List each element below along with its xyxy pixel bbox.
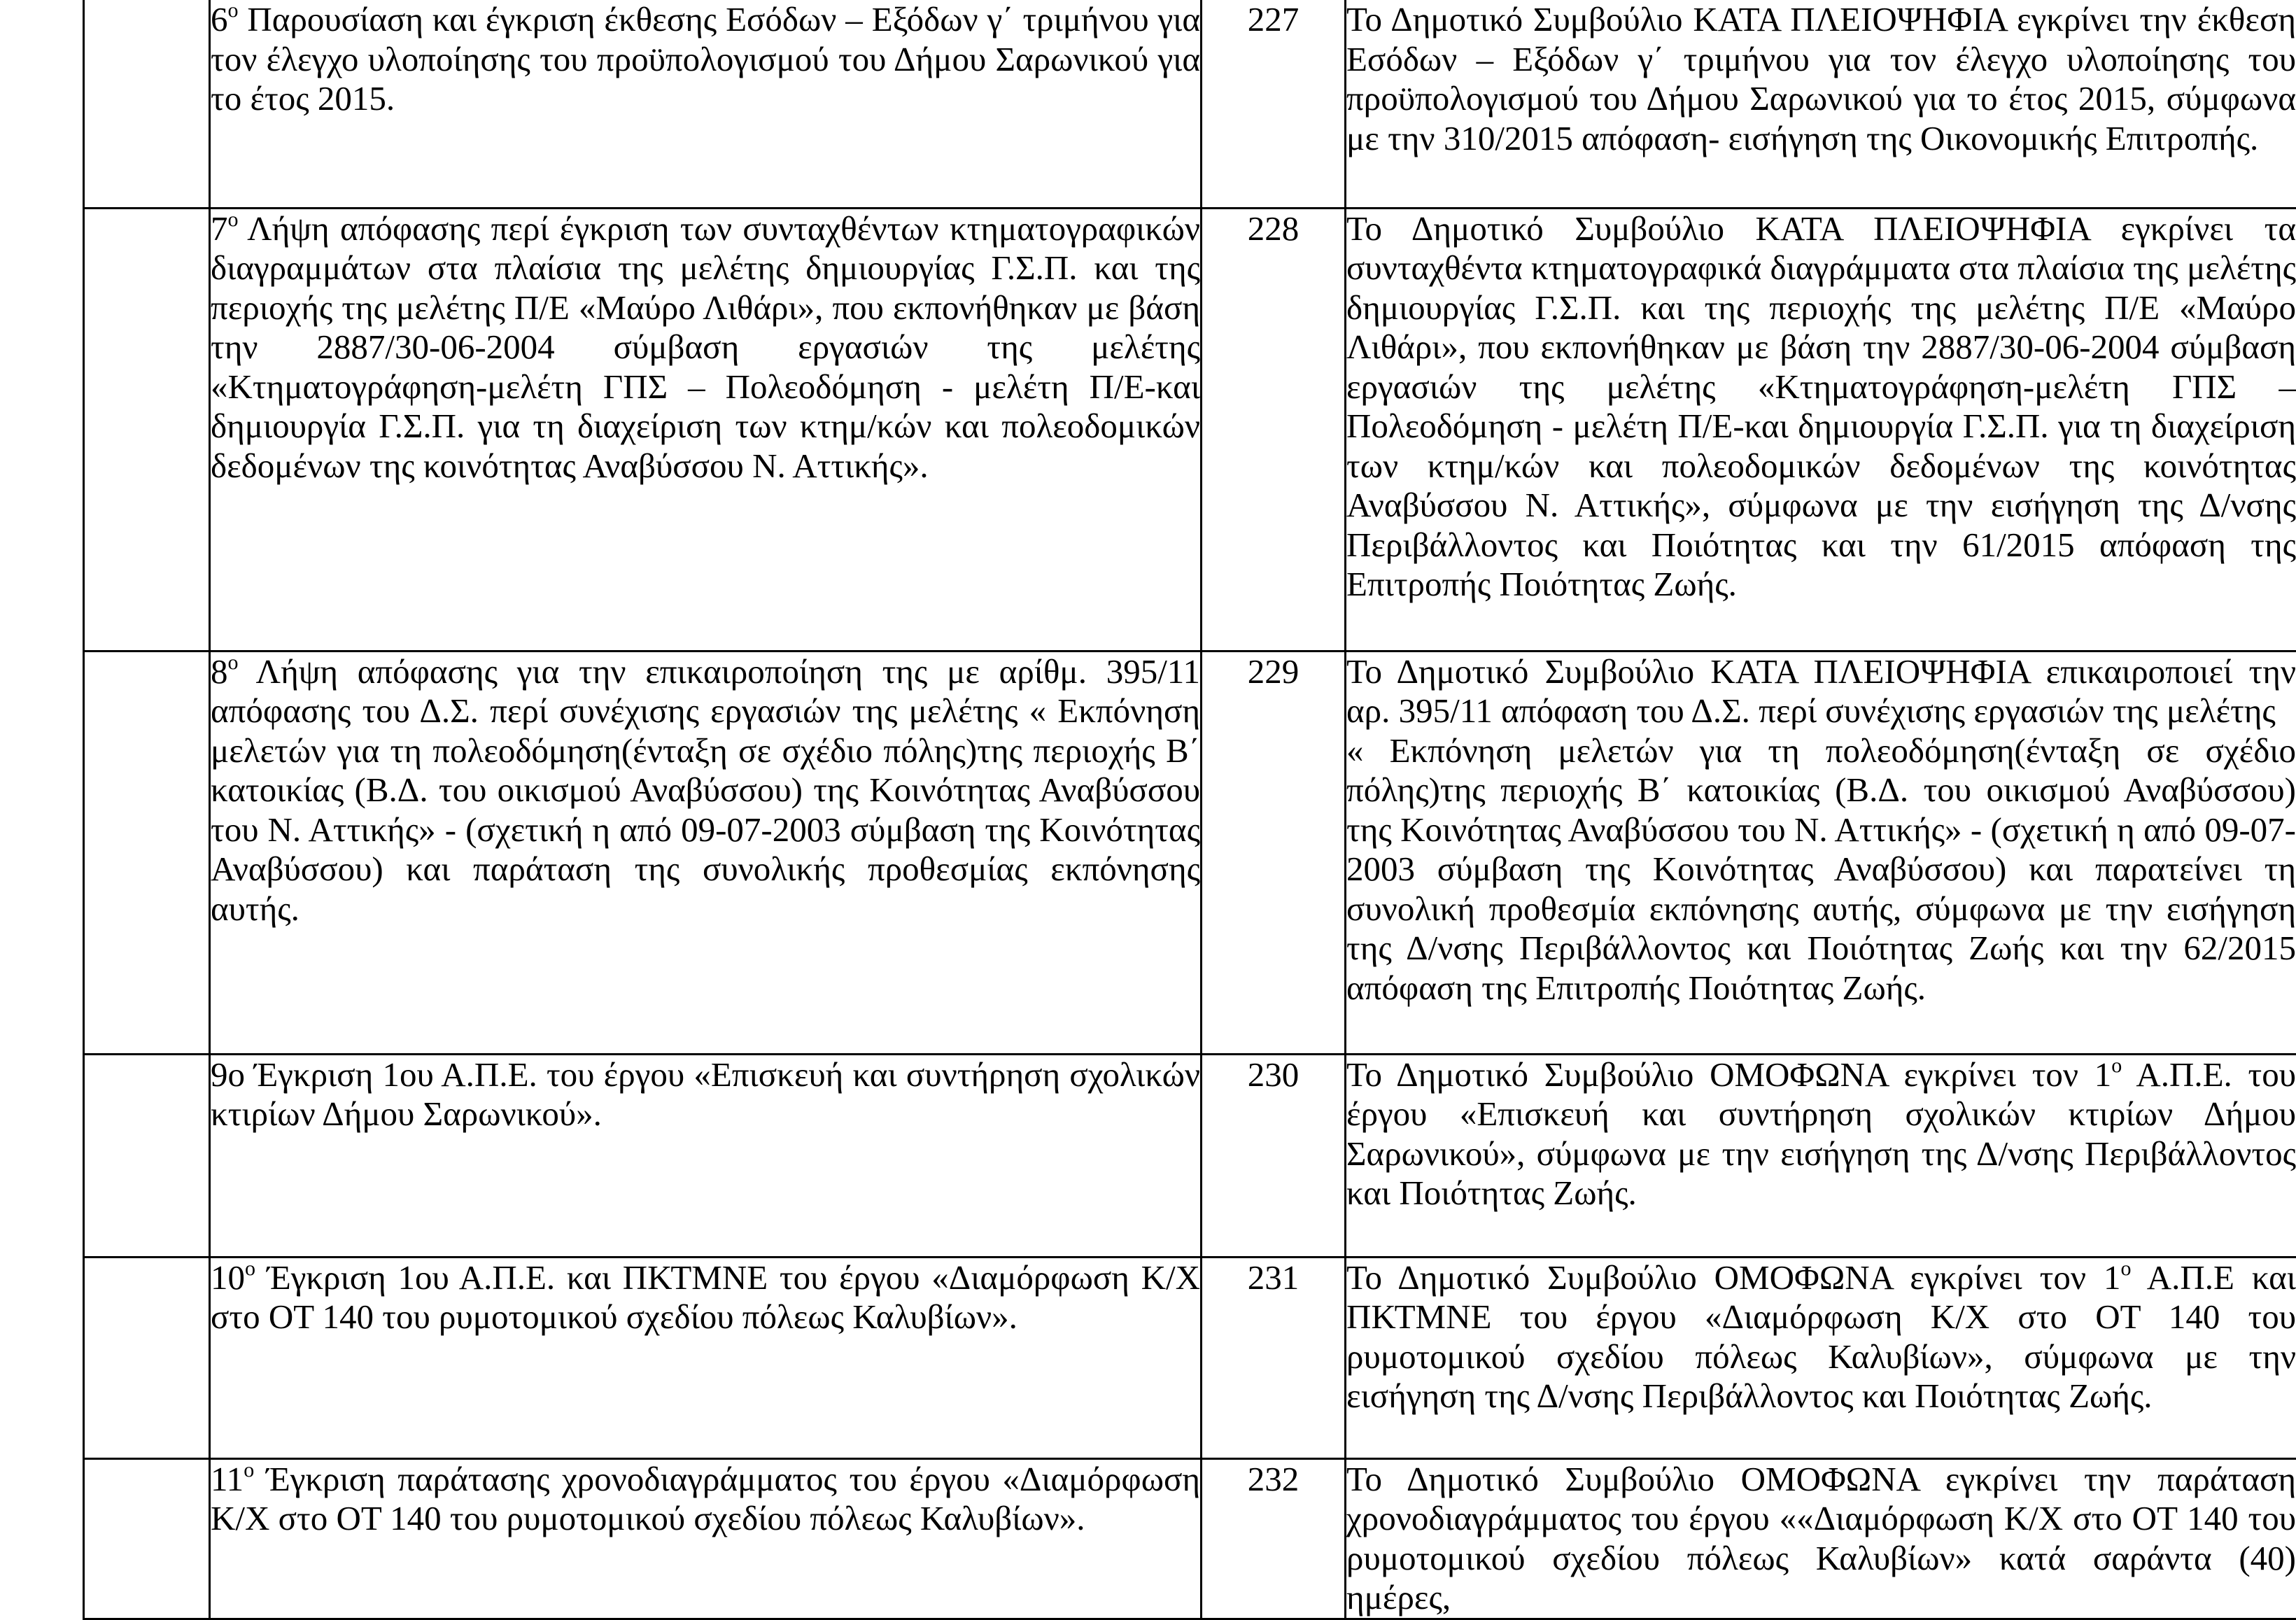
decision-number: 232	[1248, 1460, 1300, 1498]
agenda-subject: $8^o$ Λήψη απόφασης για την επικαιροποίηση της με αρίθμ. 395/11 απόφασης του Δ.Σ. περί συνέχισης εργασιών της μελέτης « Εκπόνηση μελετών για τη πολεοδόμηση(ένταξη σε σχέδιο πόλης)της περιοχής Β΄ κατοικίας (Β.Δ. του οικισμού Αναβύσσου) της Κοινότητας Αναβύσσου του Ν. Αττικής» - (σχετική η από 09-07-2003 σύμβαση της Κοινότητας Αναβύσσου) και παράταση της συνολικής προθεσμίας εκπόνησης αυτής.	[211, 652, 1200, 929]
decision-text: « Εκπόνηση μελετών για τη πολεοδόμηση(ένταξη σε σχέδιο πόλης)της περιοχής Β΄ κατοικίας (Β.Δ. του οικισμού Αναβύσσου) της Κοινότητας Αναβύσσου του Ν. Αττικής» - (σχετική η από 09-07-2003 σύμβαση της Κοινότητας Αναβύσσου) και παρατείνει τη συνολική προθεσμία εκπόνησης αυτής, σύμφωνα με την εισήγηση της Δ/νσης Περιβάλλοντος και Ποιότητας Ζωής και την 62/2015 απόφαση της Επιτροπής Ποιότητας Ζωής.	[1346, 731, 2296, 1008]
decision-number: 228	[1248, 209, 1300, 248]
decision-number-cell	[1202, 1458, 1346, 1619]
decision-number: 227	[1248, 0, 1300, 38]
decision-number-cell	[1202, 0, 1346, 208]
agenda-subject: $10^o$ Έγκριση 1ου Α.Π.Ε. και ΠΚΤΜΝΕ του έργου «Διαμόρφωση Κ/Χ στο ΟΤ 140 του ρυμοτομικού σχεδίου πόλεως Καλυβίων».	[211, 1258, 1200, 1337]
decision-cell	[1346, 1054, 2296, 1257]
decision-text: Το Δημοτικό Συμβούλιο ΟΜΟΦΩΝΑ εγκρίνει τον $1^o$ Α.Π.Ε. του έργου «Επισκευή και συντήρηση σχολικών κτιρίων Δήμου Σαρωνικού», σύμφωνα με την εισήγηση της Δ/νσης Περιβάλλοντος και Ποιότητας Ζωής.	[1346, 1055, 2296, 1213]
agenda-subject-cell	[210, 208, 1202, 651]
decision-text: Το Δημοτικό Συμβούλιο ΟΜΟΦΩΝΑ εγκρίνει τον $1^o$ Α.Π.Ε και ΠΚΤΜΝΕ του έργου «Διαμόρφωση Κ/Χ στο ΟΤ 140 του ρυμοτομικού σχεδίου πόλεως Καλυβίων», σύμφωνα με την εισήγηση της Δ/νσης Περιβάλλοντος και Ποιότητας Ζωής.	[1346, 1258, 2296, 1416]
table-row	[84, 1257, 2296, 1458]
decision-number-cell	[1202, 1257, 1346, 1458]
agenda-subject-cell	[210, 1458, 1202, 1619]
blank-cell	[84, 1458, 210, 1619]
agenda-subject: 9ο Έγκριση 1ου Α.Π.Ε. του έργου «Επισκευή και συντήρηση σχολικών κτιρίων Δήμου Σαρωνικού».	[211, 1055, 1200, 1134]
agenda-subject: $11^o$ Έγκριση παράτασης χρονοδιαγράμματος του έργου «Διαμόρφωση Κ/Χ στο ΟΤ 140 του ρυμοτομικού σχεδίου πόλεως Καλυβίων».	[211, 1460, 1200, 1539]
decision-text: Το Δημοτικό Συμβούλιο ΚΑΤΑ ΠΛΕΙΟΨΗΦΙΑ εγκρίνει την έκθεση Εσόδων – Εξόδων γ΄ τριμήνου για τον έλεγχο υλοποίησης του προϋπολογισμού του Δήμου Σαρωνικού για το έτος 2015, σύμφωνα με την 310/2015 απόφαση- εισήγηση της Οικονομικής Επιτροπής.	[1346, 0, 2296, 158]
decision-cell	[1346, 651, 2296, 1054]
decision-cell	[1346, 0, 2296, 208]
table-row	[84, 1458, 2296, 1619]
decision-number: 229	[1248, 652, 1300, 691]
agenda-subject: $6^o$ Παρουσίαση και έγκριση έκθεσης Εσόδων – Εξόδων γ΄ τριμήνου για τον έλεγχο υλοποίησης του προϋπολογισμού του Δήμου Σαρωνικού για το έτος 2015.	[211, 0, 1200, 119]
table-row	[84, 0, 2296, 208]
decision-text: Το Δημοτικό Συμβούλιο ΚΑΤΑ ΠΛΕΙΟΨΗΦΙΑ εγκρίνει τα συνταχθέντα κτηματογραφικά διαγράμματα στα πλαίσια της μελέτης δημιουργίας Γ.Σ.Π. και της περιοχής της μελέτης Π/Ε «Μαύρο Λιθάρι», που εκπονήθηκαν με βάση την 2887/30-06-2004 σύμβαση εργασιών της μελέτης «Κτηματογράφηση-μελέτη ΓΠΣ – Πολεοδόμηση - μελέτη Π/Ε-και δημιουργία Γ.Σ.Π. για τη διαχείριση των κτημ/κών και πολεοδομικών δεδομένων της κοινότητας Αναβύσσου Ν. Αττικής», σύμφωνα με την εισήγηση της Δ/νσης Περιβάλλοντος και Ποιότητας και την 61/2015 απόφαση της Επιτροπής Ποιότητας Ζωής.	[1346, 209, 2296, 605]
blank-cell	[84, 0, 210, 208]
decision-cell	[1346, 208, 2296, 651]
table-row	[84, 651, 2296, 1054]
blank-cell	[84, 651, 210, 1054]
decision-text: Το Δημοτικό Συμβούλιο ΟΜΟΦΩΝΑ εγκρίνει την παράταση χρονοδιαγράμματος του έργου ««Διαμόρφωση Κ/Χ στο ΟΤ 140 του ρυμοτομικού σχεδίου πόλεως Καλυβίων» κατά σαράντα (40) ημέρες,	[1346, 1460, 2296, 1618]
agenda-subject-cell	[210, 0, 1202, 208]
decision-number-cell	[1202, 1054, 1346, 1257]
blank-cell	[84, 208, 210, 651]
decision-number: 230	[1248, 1055, 1300, 1094]
decision-text-lead: Το Δημοτικό Συμβούλιο ΚΑΤΑ ΠΛΕΙΟΨΗΦΙΑ επικαιροποιεί την αρ. 395/11 απόφαση του Δ.Σ. περί συνέχισης εργασιών της μελέτης	[1346, 652, 2296, 731]
decision-number: 231	[1248, 1258, 1300, 1297]
table-row	[84, 208, 2296, 651]
decisions-table	[83, 0, 2296, 1620]
blank-cell	[84, 1054, 210, 1257]
decision-cell	[1346, 1257, 2296, 1458]
agenda-subject-cell	[210, 651, 1202, 1054]
document-page	[83, 0, 2296, 1587]
table-row	[84, 1054, 2296, 1257]
decision-number-cell	[1202, 651, 1346, 1054]
blank-cell	[84, 1257, 210, 1458]
decision-cell	[1346, 1458, 2296, 1619]
agenda-subject-cell	[210, 1257, 1202, 1458]
agenda-subject-cell	[210, 1054, 1202, 1257]
decision-number-cell	[1202, 208, 1346, 651]
agenda-subject: $7^o$ Λήψη απόφασης περί έγκριση των συνταχθέντων κτηματογραφικών διαγραμμάτων στα πλαίσια της μελέτης δημιουργίας Γ.Σ.Π. και της περιοχής της μελέτης Π/Ε «Μαύρο Λιθάρι», που εκπονήθηκαν με βάση την 2887/30-06-2004 σύμβαση εργασιών της μελέτης «Κτηματογράφηση-μελέτη ΓΠΣ – Πολεοδόμηση - μελέτη Π/Ε-και δημιουργία Γ.Σ.Π. για τη διαχείριση των κτημ/κών και πολεοδομικών δεδομένων της κοινότητας Αναβύσσου Ν. Αττικής».	[211, 209, 1200, 486]
